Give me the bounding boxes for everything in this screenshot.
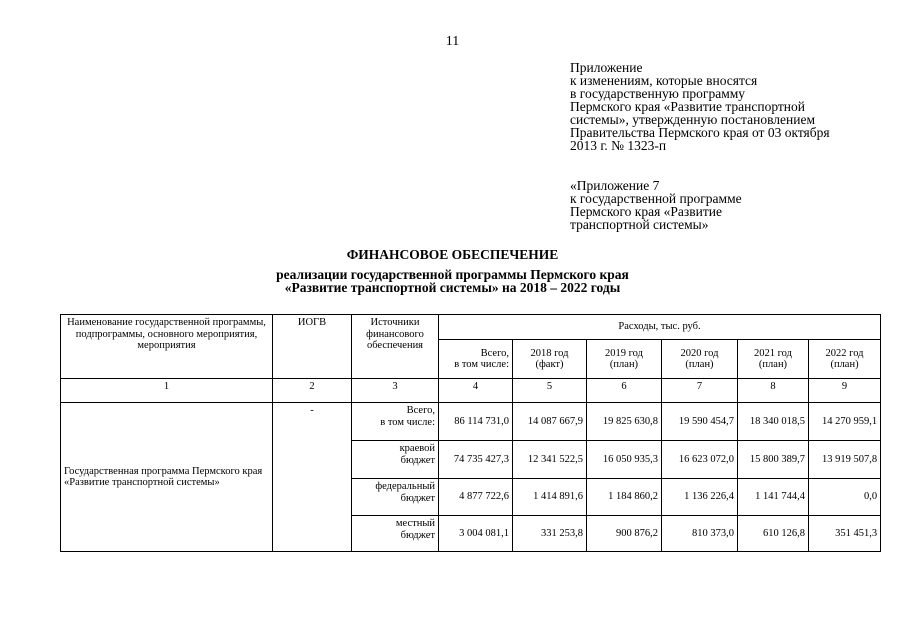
value-cell: 13 919 507,8 bbox=[809, 441, 881, 479]
header-year bbox=[513, 340, 587, 379]
source-line: краевой bbox=[399, 443, 435, 454]
header-expenses: Расходы, тыс. руб. bbox=[439, 315, 881, 340]
source-cell bbox=[352, 403, 439, 441]
value-cell: 19 825 630,8 bbox=[587, 403, 662, 441]
header-sources: Источники финансового обеспечения bbox=[352, 315, 439, 379]
header-total bbox=[439, 340, 513, 379]
annex-line: Пермского края «Развитие bbox=[570, 204, 722, 219]
column-number: 8 bbox=[738, 379, 809, 403]
value-cell: 4 877 722,6 bbox=[439, 479, 513, 516]
header-year-line: (план) bbox=[609, 359, 639, 370]
annex-note-amendments bbox=[570, 61, 830, 152]
header-year bbox=[662, 340, 738, 379]
document-subtitle-line: «Развитие транспортной системы» на 2018 – 2022 годы bbox=[284, 280, 621, 295]
column-number: 2 bbox=[273, 379, 352, 403]
column-number: 7 bbox=[662, 379, 738, 403]
column-number: 4 bbox=[439, 379, 513, 403]
value-cell: 1 136 226,4 bbox=[662, 479, 738, 516]
source-line: бюджет bbox=[400, 492, 435, 504]
value-cell: 900 876,2 bbox=[587, 516, 662, 552]
header-year-line: (план) bbox=[758, 359, 788, 370]
source-line: федеральный bbox=[375, 481, 435, 492]
value-cell: 1 414 891,6 bbox=[513, 479, 587, 516]
source-cell bbox=[352, 479, 439, 516]
source-line: в том числе: bbox=[380, 416, 435, 428]
annex-note-program bbox=[570, 179, 742, 231]
column-number-row bbox=[61, 379, 881, 403]
value-cell: 351 451,3 bbox=[809, 516, 881, 552]
header-year bbox=[587, 340, 662, 379]
column-number: 9 bbox=[809, 379, 881, 403]
program-name-cell: Государственная программа Пермского края «Развитие транспортной системы» bbox=[61, 403, 273, 552]
iogv-cell: - bbox=[273, 403, 352, 552]
source-line: бюджет bbox=[400, 454, 435, 466]
source-cell bbox=[352, 516, 439, 552]
annex-line: «Приложение 7 bbox=[570, 178, 660, 193]
annex-line: Приложение bbox=[570, 60, 643, 75]
annex-line: в государственную программу bbox=[570, 86, 746, 101]
value-cell: 16 623 072,0 bbox=[662, 441, 738, 479]
header-year-line: (план) bbox=[685, 359, 714, 370]
source-line: бюджет bbox=[400, 529, 435, 541]
value-cell: 19 590 454,7 bbox=[662, 403, 738, 441]
value-cell: 86 114 731,0 bbox=[439, 403, 513, 441]
value-cell: 14 087 667,9 bbox=[513, 403, 587, 441]
value-cell: 16 050 935,3 bbox=[587, 441, 662, 479]
header-year-line: 2018 год bbox=[530, 347, 569, 359]
value-cell: 1 141 744,4 bbox=[738, 479, 809, 516]
annex-line: 2013 г. № 1323-п bbox=[570, 138, 667, 153]
financing-table bbox=[60, 314, 881, 552]
source-line: Всего, bbox=[406, 405, 435, 416]
table-header-row bbox=[61, 315, 881, 340]
header-year bbox=[809, 340, 881, 379]
source-line: местный bbox=[395, 518, 435, 529]
value-cell: 3 004 081,1 bbox=[439, 516, 513, 552]
column-number: 6 bbox=[587, 379, 662, 403]
header-total-line: Всего, bbox=[480, 347, 509, 359]
value-cell: 15 800 389,7 bbox=[738, 441, 809, 479]
annex-line: к изменениям, которые вносятся bbox=[570, 73, 758, 88]
header-year-line: (план) bbox=[830, 359, 859, 370]
value-cell: 1 184 860,2 bbox=[587, 479, 662, 516]
column-number: 1 bbox=[61, 379, 273, 403]
table-row bbox=[61, 403, 881, 441]
column-number: 3 bbox=[352, 379, 439, 403]
header-total-line: в том числе: bbox=[454, 359, 509, 370]
annex-line: системы», утвержденную постановлением bbox=[570, 112, 815, 127]
header-year-line: (факт) bbox=[535, 359, 564, 370]
value-cell: 12 341 522,5 bbox=[513, 441, 587, 479]
annex-line: к государственной программе bbox=[570, 191, 742, 206]
header-year-line: 2022 год bbox=[825, 347, 864, 359]
value-cell: 14 270 959,1 bbox=[809, 403, 881, 441]
value-cell: 0,0 bbox=[809, 479, 881, 516]
header-name: Наименование государственной программы, подпрограммы, основного мероприятия, мероприятия bbox=[61, 315, 273, 379]
header-year-line: 2019 год bbox=[605, 347, 643, 359]
value-cell: 18 340 018,5 bbox=[738, 403, 809, 441]
annex-line: транспортной системы» bbox=[570, 217, 709, 232]
header-iogv: ИОГВ bbox=[273, 315, 352, 379]
header-year bbox=[738, 340, 809, 379]
column-number: 5 bbox=[513, 379, 587, 403]
value-cell: 610 126,8 bbox=[738, 516, 809, 552]
annex-line: Правительства Пермского края от 03 октября bbox=[570, 125, 830, 140]
annex-line: Пермского края «Развитие транспортной bbox=[570, 99, 805, 114]
document-title: ФИНАНСОВОЕ ОБЕСПЕЧЕНИЕ bbox=[346, 247, 559, 262]
page-number: 11 bbox=[445, 34, 460, 49]
header-year-line: 2020 год bbox=[680, 347, 719, 359]
value-cell: 331 253,8 bbox=[513, 516, 587, 552]
source-cell bbox=[352, 441, 439, 479]
value-cell: 74 735 427,3 bbox=[439, 441, 513, 479]
document-subtitle-line: реализации государственной программы Пермского края bbox=[276, 267, 629, 282]
value-cell: 810 373,0 bbox=[662, 516, 738, 552]
header-year-line: 2021 год bbox=[754, 347, 792, 359]
